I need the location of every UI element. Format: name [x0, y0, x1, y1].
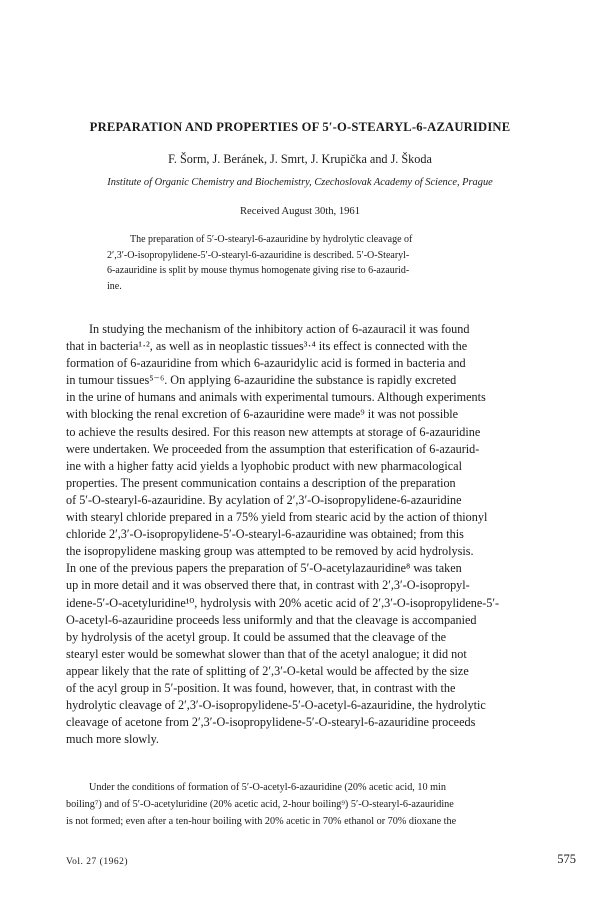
body-text: [66, 321, 576, 748]
volume-footer: Vol. 27 (1962): [66, 857, 128, 867]
text-line: cleavage of acetone from 2′,3′-O-isopropylidene-5′-O-stearyl-6-azauridine proceeds: [66, 715, 476, 730]
text-line: O-acetyl-6-azauridine proceeds less uniformly and that the cleavage is accompanied: [66, 612, 477, 627]
text-line: with blocking the renal excretion of 6-azauridine were made⁹ it was not possible: [66, 407, 459, 422]
text-line: In studying the mechanism of the inhibitory action of 6-azauracil it was found: [89, 322, 470, 336]
page-number: 575: [557, 852, 576, 866]
abstract: [107, 232, 519, 294]
text-line: 2′,3′-O-isopropylidene-5′-O-stearyl-6-azauridine is described. 5′-O-Stearyl-: [107, 249, 410, 261]
text-line: in the urine of humans and animals with experimental tumours. Although experiments: [66, 390, 486, 405]
small-print-paragraph: [66, 780, 576, 830]
text-line: that in bacteria¹·², as well as in neoplastic tissues³·⁴ its effect is connected with the: [66, 339, 468, 354]
received-date: Received August 30th, 1961: [239, 206, 361, 217]
text-line: Under the conditions of formation of 5′-O-acetyl-6-azauridine (20% acetic acid, 10 min: [89, 782, 446, 793]
text-line: to achieve the results desired. For this reason new attempts at storage of 6-azauridine: [66, 424, 481, 439]
text-line: of 5′-O-stearyl-6-azauridine. By acylation of 2′,3′-O-isopropylidene-6-azauridine: [66, 492, 462, 507]
text-line: much more slowly.: [66, 732, 159, 747]
text-line: with stearyl chloride prepared in a 75% yield from stearic acid by the action of thionyl: [66, 510, 488, 525]
text-line: up in more detail and it was observed there that, in contrast with 2′,3′-O-isopropyl-: [66, 578, 470, 593]
text-line: of the acyl group in 5′-position. It was found, however, that, in contrast with the: [66, 680, 456, 695]
text-line: chloride 2′,3′-O-isopropylidene-5′-O-stearyl-6-azauridine was obtained; from this: [66, 527, 464, 542]
text-line: by hydrolysis of the acetyl group. It could be assumed that the cleavage of the: [66, 629, 447, 644]
text-line: stearyl ester would be somewhat slower than that of the acetyl analogue; it did not: [66, 646, 467, 661]
text-line: The preparation of 5′-O-stearyl-6-azauridine by hydrolytic cleavage of: [130, 234, 413, 245]
text-line: ine with a higher fatty acid yields a lyophobic product with new pharmacological: [66, 458, 462, 473]
text-line: appear likely that the rate of splitting of 2′,3′-O-ketal would be affected by the size: [66, 663, 469, 678]
text-line: In one of the previous papers the preparation of 5′-O-acetylazauridine⁸ was taken: [66, 561, 462, 576]
author-institution: Institute of Organic Chemistry and Biochemistry, Czechoslovak Academy of Science, Prague: [107, 177, 493, 188]
text-line: idene-5′-O-acetyluridine¹⁰, hydrolysis with 20% acetic acid of 2′,3′-O-isopropylidene-5′-: [66, 595, 500, 610]
text-line: ine.: [107, 280, 122, 292]
text-line: is not formed; even after a ten-hour boiling with 20% acetic in 70% ethanol or 70% dioxane the: [66, 815, 457, 827]
article-title: PREPARATION AND PROPERTIES OF 5′-O-STEARYL-6-AZAURIDINE: [89, 120, 511, 134]
text-line: in tumour tissues⁵⁻⁶. On applying 6-azauridine the substance is rapidly excreted: [66, 373, 457, 388]
text-line: 6-azauridine is split by mouse thymus homogenate giving rise to 6-azaurid-: [107, 265, 410, 276]
text-line: formation of 6-azauridine from which 6-azauridylic acid is formed in bacteria and: [66, 356, 466, 371]
article-authors: F. Šorm, J. Beránek, J. Smrt, J. Krupička and J. Škoda: [168, 152, 432, 166]
text-line: were undertaken. We proceeded from the assumption that esterification of 6-azaurid-: [66, 441, 480, 456]
text-line: properties. The present communication contains a description of the preparation: [66, 475, 456, 490]
text-line: the isopropylidene masking group was attempted to be removed by acid hydrolysis.: [66, 544, 474, 559]
text-line: boiling⁷) and of 5′-O-acetyluridine (20% acetic acid, 2-hour boiling⁹) 5′-O-stearyl-6-azauridine: [66, 798, 454, 810]
text-line: hydrolytic cleavage of 2′,3′-O-isopropylidene-5′-O-acetyl-6-azauridine, the hydrolytic: [66, 698, 486, 713]
